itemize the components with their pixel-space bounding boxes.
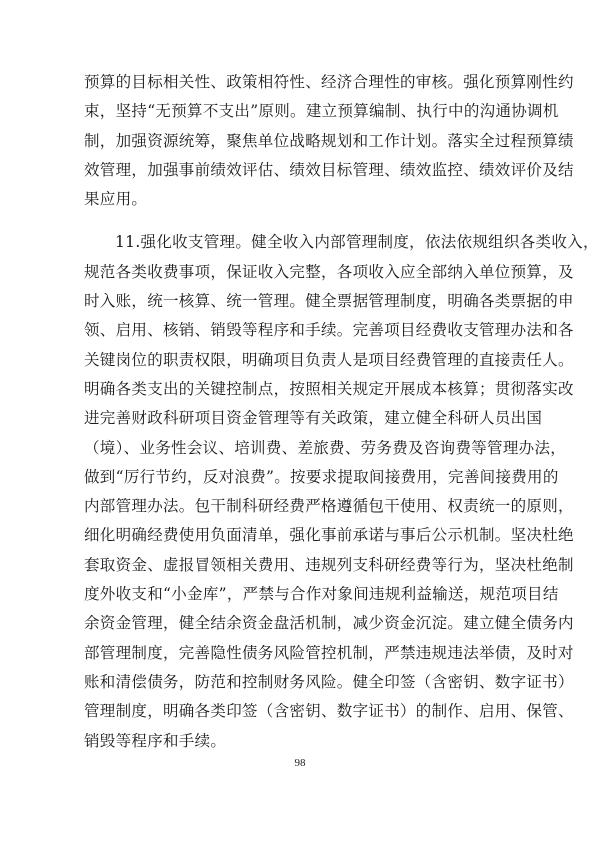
- text-line: 套取资金、虚报冒领相关费用、违规列支科研经费等行为，坚决杜绝制: [84, 555, 574, 574]
- text-line: 束，坚持“无预算不支出”原则。建立预算编制、执行中的沟通协调机: [84, 102, 559, 121]
- text-line: 进完善财政科研项目资金管理等有关政策，建立健全科研人员出国: [84, 409, 543, 428]
- text-line: 账和清偿债务，防范和控制财务风险。健全印签（含密钥、数字证书）: [84, 672, 574, 691]
- text-line: 规范各类收费事项，保证收入完整，各项收入应全部纳入单位预算，及: [84, 262, 574, 281]
- text-line: 余资金管理，健全结余资金盘活机制，减少资金沉淀。建立健全债务内: [84, 614, 574, 633]
- text-line: 11.强化收支管理。健全收入内部管理制度，依法依规组织各类收入，: [115, 233, 599, 252]
- text-line: 关键岗位的职责权限，明确项目负责人是项目经费管理的直接责任人。: [84, 350, 574, 369]
- text-line: 预算的目标相关性、政策相符性、经济合理性的审核。强化预算刚性约: [84, 73, 574, 91]
- page-number: 98: [294, 757, 306, 769]
- text-line: 做到“厉行节约，反对浪费”。按要求提取间接费用，完善间接费用的: [84, 467, 559, 486]
- text-line: 部管理制度，完善隐性债务风险管控机制，严禁违规违法举债，及时对: [84, 643, 574, 662]
- text-line: 内部管理办法。包干制科研经费严格遵循包干使用、权责统一的原则，: [84, 497, 574, 516]
- paragraph-gap: [84, 214, 520, 228]
- text-line: 销毁等程序和手续。: [84, 731, 227, 750]
- paragraph-income-expense-management: [84, 228, 599, 755]
- text-line: 明确各类支出的关键控制点，按照相关规定开展成本核算；贯彻落实改: [84, 379, 574, 398]
- text-line: 度外收支和“小金库”，严禁与合作对象间违规利益输送，规范项目结: [84, 585, 559, 604]
- text-line: 制，加强资源统筹，聚焦单位战略规划和工作计划。落实全过程预算绩: [84, 131, 574, 150]
- text-line: 领、启用、核销、销毁等程序和手续。完善项目经费收支管理办法和各: [84, 321, 574, 340]
- text-line: （境）、业务性会议、培训费、差旅费、劳务费及咨询费等管理办法，: [84, 438, 567, 457]
- text-line: 果应用。: [84, 190, 148, 209]
- text-line: 管理制度，明确各类印签（含密钥、数字证书）的制作、启用、保管、: [84, 702, 574, 721]
- paragraph-budget-review: [84, 68, 574, 214]
- body-text: [84, 68, 599, 756]
- text-line: 效管理，加强事前绩效评估、绩效目标管理、绩效监控、绩效评价及结: [84, 160, 574, 179]
- text-line: 时入账，统一核算、统一管理。健全票据管理制度，明确各类票据的申: [84, 292, 574, 311]
- text-line: 细化明确经费使用负面清单，强化事前承诺与事后公示机制。坚决杜绝: [84, 526, 574, 545]
